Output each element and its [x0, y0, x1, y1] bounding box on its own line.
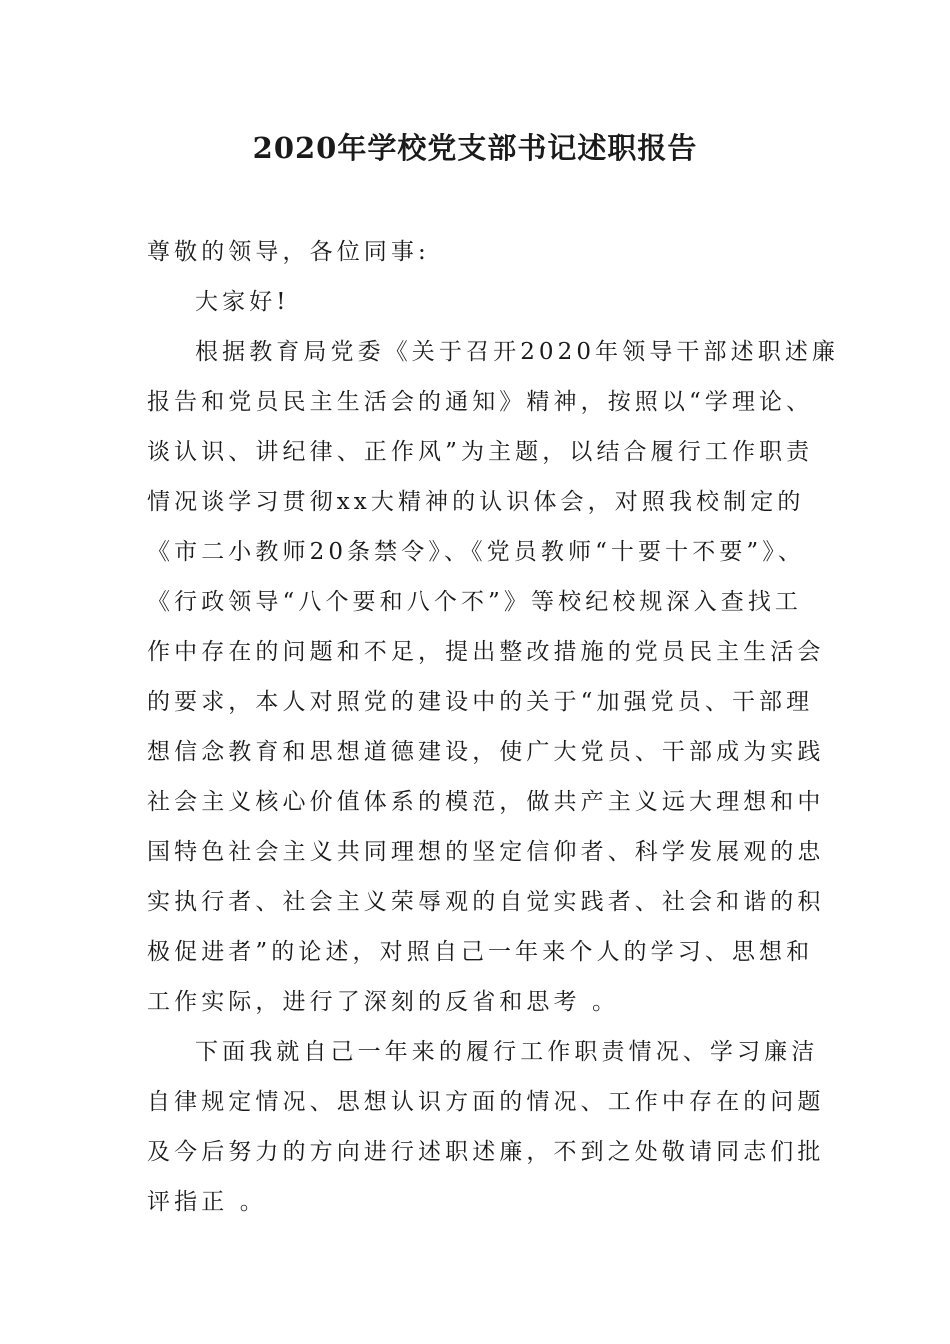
- paragraph-line: 自律规定情况、思想认识方面的情况、工作中存在的问题: [147, 1089, 825, 1115]
- paragraph-line: 实执行者、社会主义荣辱观的自觉实践者、社会和谐的积: [147, 889, 825, 915]
- paragraph-line: 及今后努力的方向进行述职述廉，不到之处敬请同志们批: [147, 1139, 825, 1165]
- paragraph-line: 《市二小教师20条禁令》、《党员教师“十要十不要”》、: [147, 539, 805, 565]
- paragraph-line: 工作实际，进行了深刻的反省和思考 。: [147, 989, 620, 1015]
- paragraph-line: 谈认识、讲纪律、正作风”为主题，以结合履行工作职责: [147, 439, 814, 465]
- paragraph-line: 作中存在的问题和不足，提出整改措施的党员民主生活会: [147, 639, 825, 665]
- document-title: 2020年学校党支部书记述职报告: [252, 131, 698, 165]
- paragraph-line: 极促进者”的论述，对照自己一年来个人的学习、思想和: [147, 939, 814, 965]
- paragraph-line: 情况谈学习贯彻xx大精神的认识体会，对照我校制定的: [147, 489, 805, 515]
- paragraph-line: 下面我就自己一年来的履行工作职责情况、学习廉洁: [195, 1039, 819, 1065]
- salutation: 尊敬的领导，各位同事:: [147, 239, 430, 265]
- paragraph-line: 的要求，本人对照党的建设中的关于“加强党员、干部理: [147, 689, 814, 715]
- paragraph-line: 社会主义核心价值体系的模范，做共产主义远大理想和中: [147, 789, 825, 815]
- paragraph-line: 评指正 。: [147, 1189, 267, 1215]
- paragraph-line: 想信念教育和思想道德建设，使广大党员、干部成为实践: [147, 739, 825, 765]
- paragraph-line: 报告和党员民主生活会的通知》精神，按照以“学理论、: [147, 389, 814, 415]
- paragraph-line: 《行政领导“八个要和八个不”》等校纪校规深入查找工: [147, 589, 803, 615]
- greeting: 大家好!: [195, 289, 290, 315]
- paragraph-line: 根据教育局党委《关于召开2020年领导干部述职述廉: [195, 339, 840, 365]
- paragraph-line: 国特色社会主义共同理想的坚定信仰者、科学发展观的忠: [147, 839, 825, 865]
